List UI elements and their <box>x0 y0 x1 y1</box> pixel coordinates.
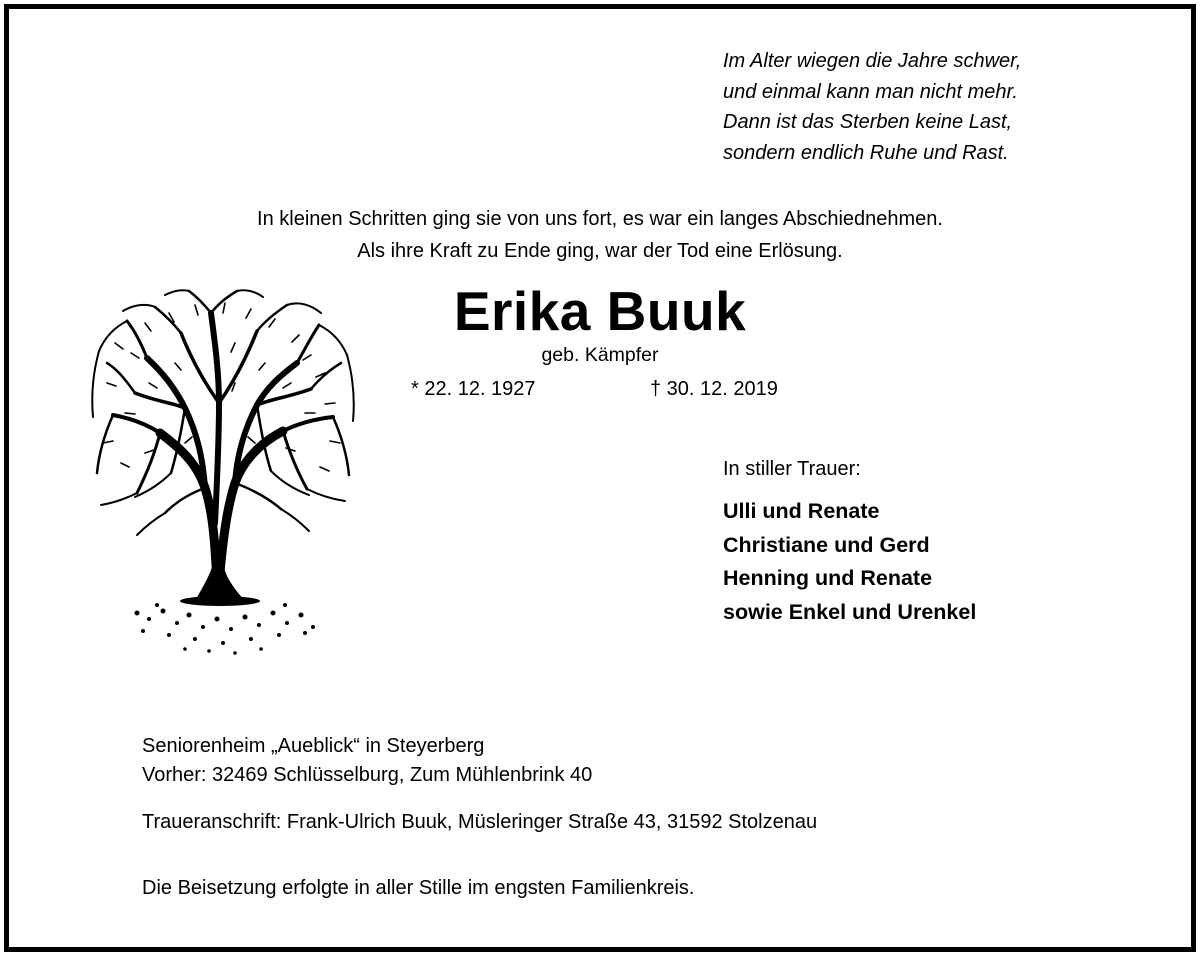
birth-name: geb. Kämpfer <box>541 344 659 366</box>
poem-line: und einmal kann man nicht mehr. <box>723 80 1018 103</box>
previous-address: Vorher: 32469 Schlüsselburg, Zum Mühlenbrink 40 <box>142 764 593 786</box>
mourners-intro: In stiller Trauer: <box>723 458 861 480</box>
death-date: † 30. 12. 2019 <box>650 378 778 400</box>
mourner-name: Ulli und Renate <box>723 499 880 523</box>
intro-line: Als ihre Kraft zu Ende ging, war der Tod eine Erlösung. <box>357 239 843 262</box>
poem-line: Dann ist das Sterben keine Last, <box>723 111 1013 133</box>
birth-date: * 22. 12. 1927 <box>411 378 536 400</box>
tree-roots <box>180 563 260 606</box>
poem-line: sondern endlich Ruhe und Rast. <box>723 141 1009 164</box>
residence-block <box>142 732 592 790</box>
mourner-name: Christiane und Gerd <box>723 532 930 557</box>
deceased-name: Erika Buuk <box>453 280 747 342</box>
intro-line: In kleinen Schritten ging sie von uns fort, es war ein langes Abschiednehmen. <box>257 208 943 230</box>
mourner-name: sowie Enkel und Urenkel <box>723 599 977 624</box>
mourning-address: Traueranschrift: Frank-Ulrich Buuk, Müsleringer Straße 43, 31592 Stolzenau <box>142 811 818 833</box>
residence: Seniorenheim „Aueblick“ in Steyerberg <box>142 735 485 757</box>
mourner-name: Henning und Renate <box>723 566 933 590</box>
funeral-note: Die Beisetzung erfolgte in aller Stille im engsten Familienkreis. <box>142 877 695 899</box>
ground-leaves <box>135 603 316 655</box>
memorial-poem <box>723 46 1021 168</box>
intro-text <box>0 204 1200 267</box>
poem-line: Im Alter wiegen die Jahre schwer, <box>723 50 1022 72</box>
mourners-list <box>723 495 976 629</box>
